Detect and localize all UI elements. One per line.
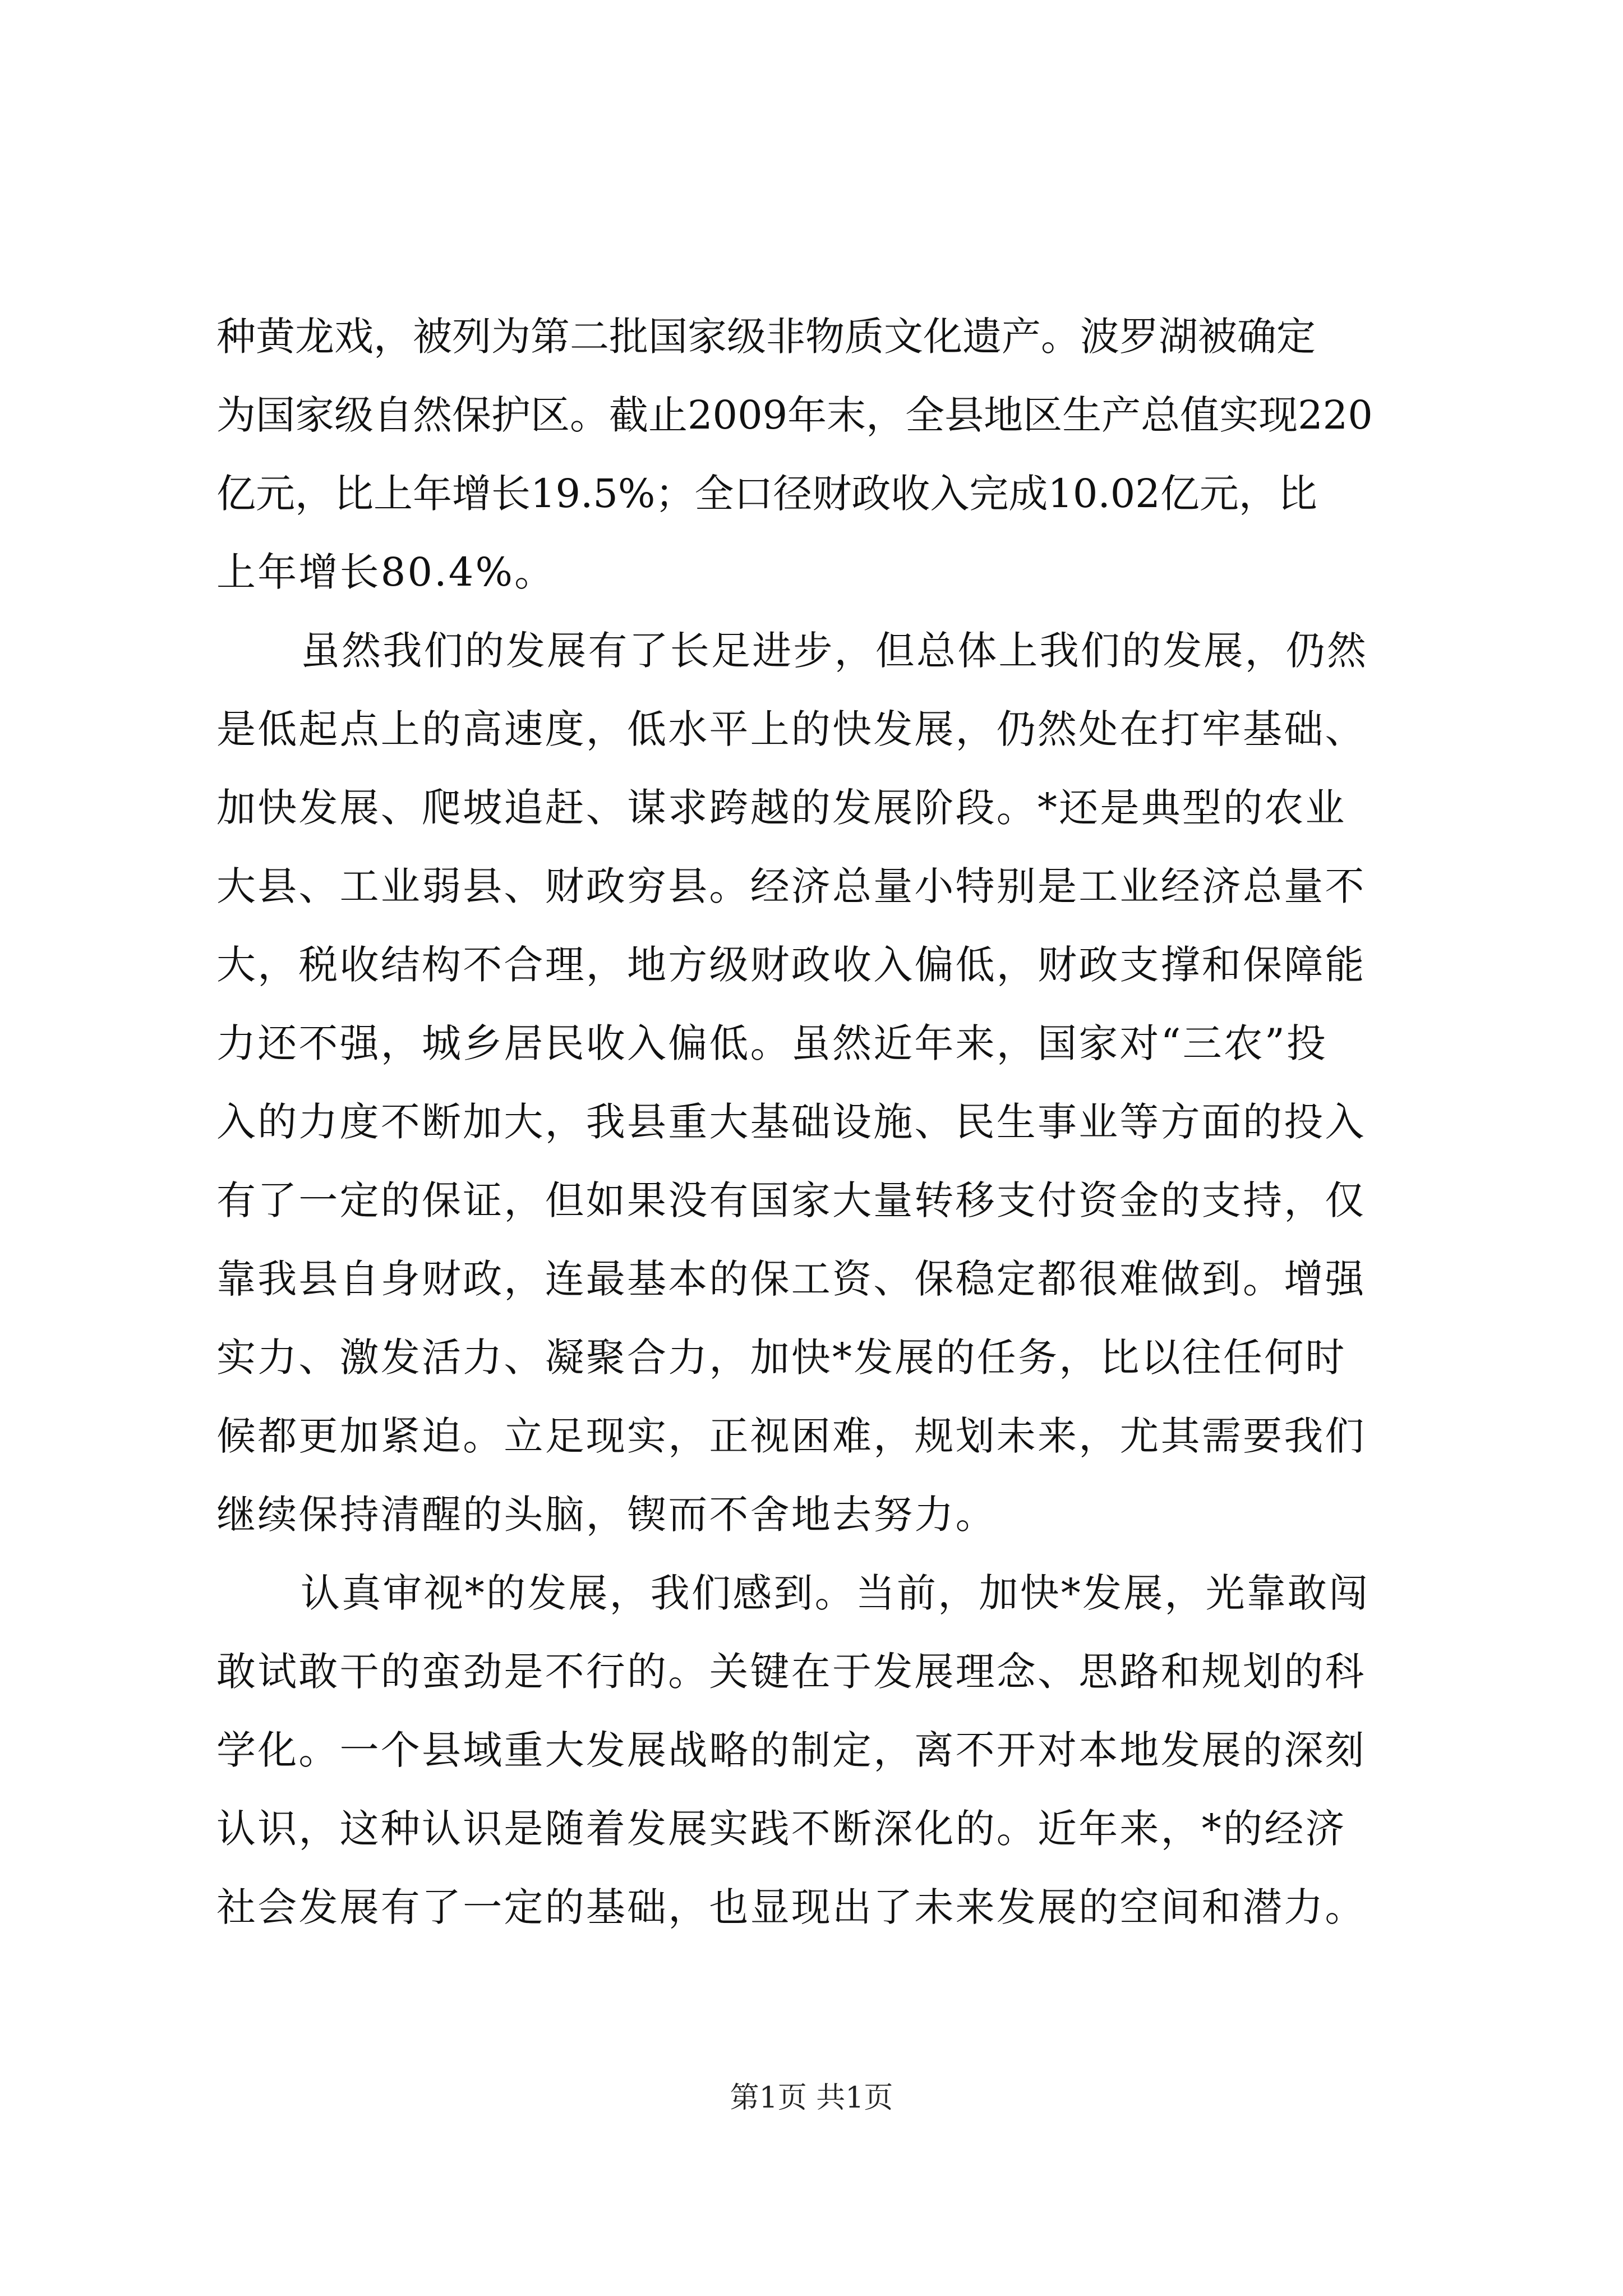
text-line: 实力、激发活力、凝聚合力，加快*发展的任务，比以往任何时 xyxy=(216,1335,1347,1381)
text-line: 加快发展、爬坡追赶、谋求跨越的发展阶段。*还是典型的农业 xyxy=(216,785,1347,831)
text-line: 上年增长80.4%。 xyxy=(216,549,556,595)
text-line: 候都更加紧迫。立足现实，正视困难，规划未来，尤其需要我们 xyxy=(216,1413,1366,1459)
text-line: 大，税收结构不合理，地方级财政收入偏低，财政支撑和保障能 xyxy=(216,942,1366,988)
body-text xyxy=(216,297,1422,1947)
text-line: 亿元，比上年增长19.5%；全口径财政收入完成10.02亿元，比 xyxy=(216,471,1317,517)
text-line: 大县、工业弱县、财政穷县。经济总量小特别是工业经济总量不 xyxy=(216,863,1366,909)
text-line: 为国家级自然保护区。截止2009年末，全县地区生产总值实现220 xyxy=(216,392,1373,438)
text-line: 靠我县自身财政，连最基本的保工资、保稳定都很难做到。增强 xyxy=(216,1256,1366,1302)
text-line: 力还不强，城乡居民收入偏低。虽然近年来，国家对“三农”投 xyxy=(216,1020,1328,1066)
text-line: 入的力度不断加大，我县重大基础设施、民生事业等方面的投入 xyxy=(216,1099,1366,1145)
text-line: 种黄龙戏，被列为第二批国家级非物质文化遗产。波罗湖被确定 xyxy=(216,314,1316,360)
text-line: 是低起点上的高速度，低水平上的快发展，仍然处在打牢基础、 xyxy=(216,706,1366,752)
paragraph-start-line: 虽然我们的发展有了长足进步，但总体上我们的发展，仍然 xyxy=(301,628,1368,674)
text-line: 敢试敢干的蛮劲是不行的。关键在于发展理念、思路和规划的科 xyxy=(216,1649,1366,1695)
text-line: 认识，这种认识是随着发展实践不断深化的。近年来，*的经济 xyxy=(216,1806,1347,1852)
text-line: 有了一定的保证，但如果没有国家大量转移支付资金的支持，仅 xyxy=(216,1177,1366,1223)
paragraph-start-line: 认真审视*的发展，我们感到。当前，加快*发展，光靠敢闯 xyxy=(301,1570,1370,1616)
text-line: 继续保持清醒的头脑，锲而不舍地去努力。 xyxy=(216,1492,997,1538)
page-footer: 第1页 共1页 xyxy=(730,2081,893,2115)
text-line: 社会发展有了一定的基础，也显现出了未来发展的空间和潜力。 xyxy=(216,1884,1366,1930)
text-line: 学化。一个县域重大发展战略的制定，离不开对本地发展的深刻 xyxy=(216,1727,1366,1773)
